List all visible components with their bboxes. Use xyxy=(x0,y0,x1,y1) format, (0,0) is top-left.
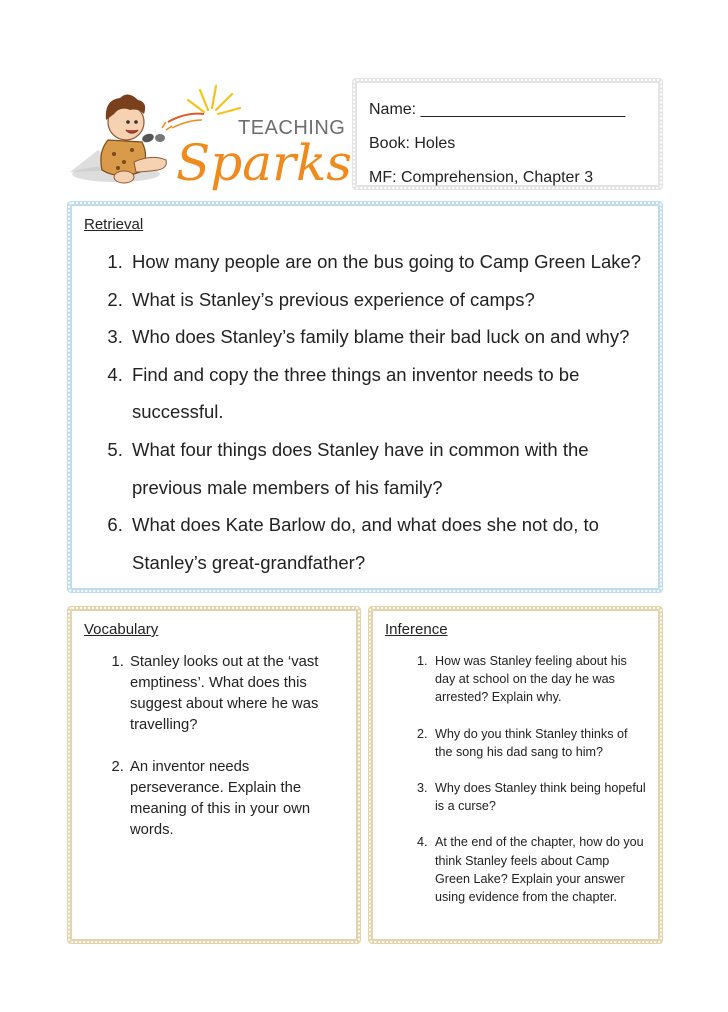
retrieval-questions xyxy=(84,243,646,581)
inference-questions xyxy=(385,652,646,906)
retrieval-section xyxy=(67,201,663,593)
logo-word-sparks: Sparks xyxy=(176,134,350,192)
question-item: 5. What four things does Stanley have in common with the previous male members of his family? xyxy=(128,431,646,506)
question-item: 2. An inventor needs perseverance. Explain the meaning of this in your own words. xyxy=(128,757,344,841)
name-field[interactable]: Name: _______________________ xyxy=(369,101,626,118)
student-info-box xyxy=(352,78,663,190)
vocabulary-section xyxy=(67,606,361,944)
caveman-mascot-icon xyxy=(68,82,350,192)
question-item: 2. Why do you think Stanley thinks of the song his dad sang to him? xyxy=(431,725,646,761)
vocabulary-questions xyxy=(84,652,344,841)
mf-label: MF: Comprehension, Chapter 3 xyxy=(369,169,594,186)
question-item: 1. Stanley looks out at the ‘vast emptiness’. What does this suggest about where he was travelling? xyxy=(128,652,344,736)
section-title-vocabulary: Vocabulary xyxy=(84,621,159,638)
question-item: 6. What does Kate Barlow do, and what does she not do, to Stanley’s great-grandfather? xyxy=(128,506,646,581)
logo-word-teaching: TEACHING xyxy=(238,117,346,139)
question-item: 3. Who does Stanley’s family blame their bad luck on and why? xyxy=(128,318,646,356)
question-item: 3. Why does Stanley think being hopeful is a curse? xyxy=(431,779,646,815)
teaching-sparks-logo xyxy=(68,82,350,192)
question-item: 1. How many people are on the bus going to Camp Green Lake? xyxy=(128,243,646,281)
question-item: 4. At the end of the chapter, how do you think Stanley feels about Camp Green Lake? Explain your answer using evidence from the chapter. xyxy=(431,833,646,906)
section-title-retrieval: Retrieval xyxy=(84,216,144,233)
section-title-inference: Inference xyxy=(385,621,448,638)
question-item: 4. Find and copy the three things an inventor needs to be successful. xyxy=(128,356,646,431)
book-label: Book: Holes xyxy=(369,135,456,152)
question-item: 1. How was Stanley feeling about his day at school on the day he was arrested? Explain why. xyxy=(431,652,646,707)
question-item: 2. What is Stanley’s previous experience of camps? xyxy=(128,281,646,319)
inference-section xyxy=(368,606,663,944)
